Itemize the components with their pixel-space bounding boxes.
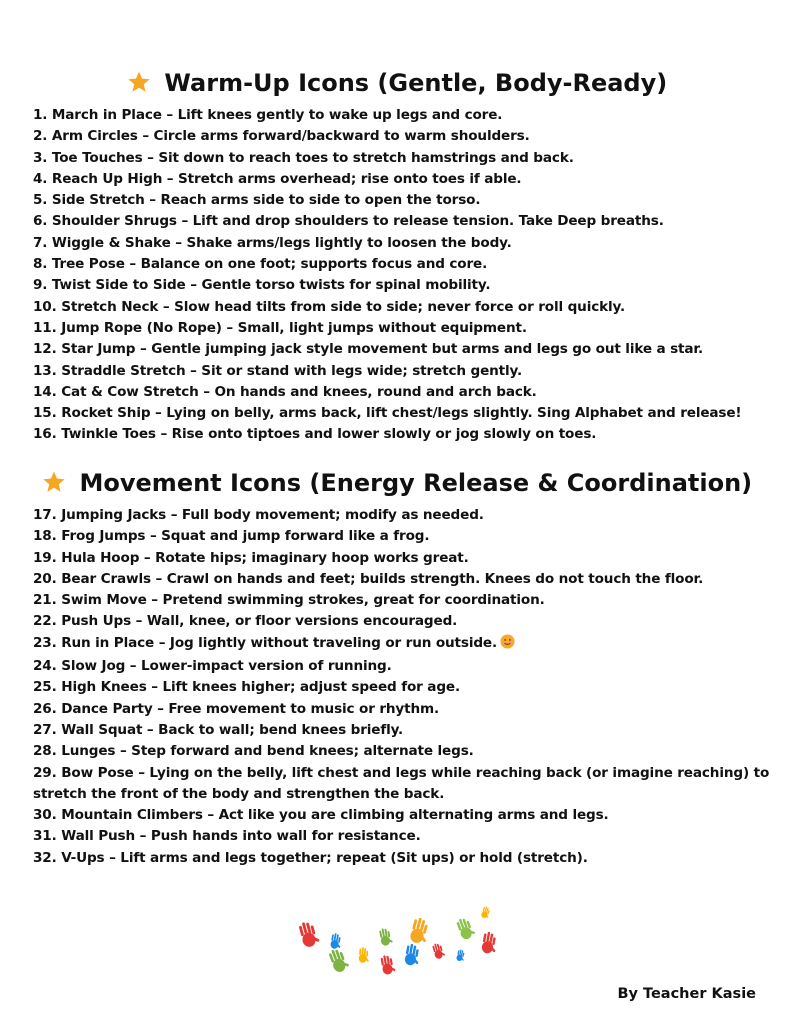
star-icon	[42, 472, 74, 497]
movement-section-title	[0, 468, 794, 500]
list-item-text: 23. Run in Place – Jog lightly without traveling or run outside.	[33, 634, 498, 651]
smiley-face-icon	[500, 634, 515, 656]
list-item: 28. Lunges – Step forward and bend knees; alternate legs.	[33, 743, 474, 760]
list-item: 4. Reach Up High – Stretch arms overhead; rise onto toes if able.	[33, 170, 522, 187]
list-item: 2. Arm Circles – Circle arms forward/backward to warm shoulders.	[33, 128, 530, 145]
list-item: 30. Mountain Climbers – Act like you are climbing alternating arms and legs.	[33, 807, 609, 824]
list-item: 16. Twinkle Toes – Rise onto tiptoes and lower slowly or jog slowly on toes.	[33, 426, 597, 443]
list-item: 21. Swim Move – Pretend swimming strokes, great for coordination.	[33, 592, 545, 609]
warmup-section-title	[0, 68, 794, 100]
list-item: 17. Jumping Jacks – Full body movement; modify as needed.	[33, 507, 484, 523]
list-item: 12. Star Jump – Gentle jumping jack style movement but arms and legs go out like a star.	[33, 341, 704, 358]
movement-list	[33, 505, 773, 869]
list-item: 26. Dance Party – Free movement to music or rhythm.	[33, 700, 440, 717]
list-item: 9. Twist Side to Side – Gentle torso twists for spinal mobility.	[33, 277, 491, 294]
list-item: 25. High Knees – Lift knees higher; adjust speed for age.	[33, 679, 460, 696]
author-credit: By Teacher Kasie	[617, 986, 756, 1002]
handprints-icon	[290, 900, 510, 990]
list-item: 8. Tree Pose – Balance on one foot; supports focus and core.	[33, 256, 488, 273]
list-item: 24. Slow Jog – Lower-impact version of running.	[33, 658, 392, 675]
list-item	[33, 633, 773, 656]
list-item: 15. Rocket Ship – Lying on belly, arms back, lift chest/legs slightly. Sing Alphabet and release!	[33, 405, 742, 422]
list-item: 3. Toe Touches – Sit down to reach toes to stretch hamstrings and back.	[33, 149, 574, 166]
list-item: 32. V-Ups – Lift arms and legs together; repeat (Sit ups) or hold (stretch).	[33, 849, 588, 866]
list-item: 14. Cat & Cow Stretch – On hands and knees, round and arch back.	[33, 383, 537, 400]
list-item: 7. Wiggle & Shake – Shake arms/legs lightly to loosen the body.	[33, 234, 512, 251]
list-item: 27. Wall Squat – Back to wall; bend knees briefly.	[33, 721, 404, 738]
list-item: 11. Jump Rope (No Rope) – Small, light jumps without equipment.	[33, 319, 527, 336]
star-icon	[127, 72, 159, 97]
movement-title-text: Movement Icons (Energy Release & Coordination)	[79, 469, 753, 497]
list-item: 19. Hula Hoop – Rotate hips; imaginary hoop works great.	[33, 549, 469, 566]
list-item: 13. Straddle Stretch – Sit or stand with legs wide; stretch gently.	[33, 362, 523, 379]
list-item: 20. Bear Crawls – Crawl on hands and feet; builds strength. Knees do not touch the floor.	[33, 570, 704, 587]
list-item: 5. Side Stretch – Reach arms side to side to open the torso.	[33, 192, 481, 209]
list-item: 1. March in Place – Lift knees gently to wake up legs and core.	[33, 107, 503, 123]
warmup-list	[33, 105, 773, 446]
warmup-title-text: Warm-Up Icons (Gentle, Body-Ready)	[164, 69, 668, 97]
list-item: 31. Wall Push – Push hands into wall for resistance.	[33, 828, 421, 845]
list-item: 18. Frog Jumps – Squat and jump forward like a frog.	[33, 528, 430, 545]
list-item: 10. Stretch Neck – Slow head tilts from side to side; never force or roll quickly.	[33, 298, 625, 315]
list-item: 6. Shoulder Shrugs – Lift and drop shoulders to release tension. Take Deep breaths.	[33, 213, 664, 230]
list-item: 29. Bow Pose – Lying on the belly, lift chest and legs while reaching back (or imagine reaching) to stretch the front of the body and strengthen the back.	[33, 764, 770, 802]
list-item: 22. Push Ups – Wall, knee, or floor versions encouraged.	[33, 613, 458, 630]
